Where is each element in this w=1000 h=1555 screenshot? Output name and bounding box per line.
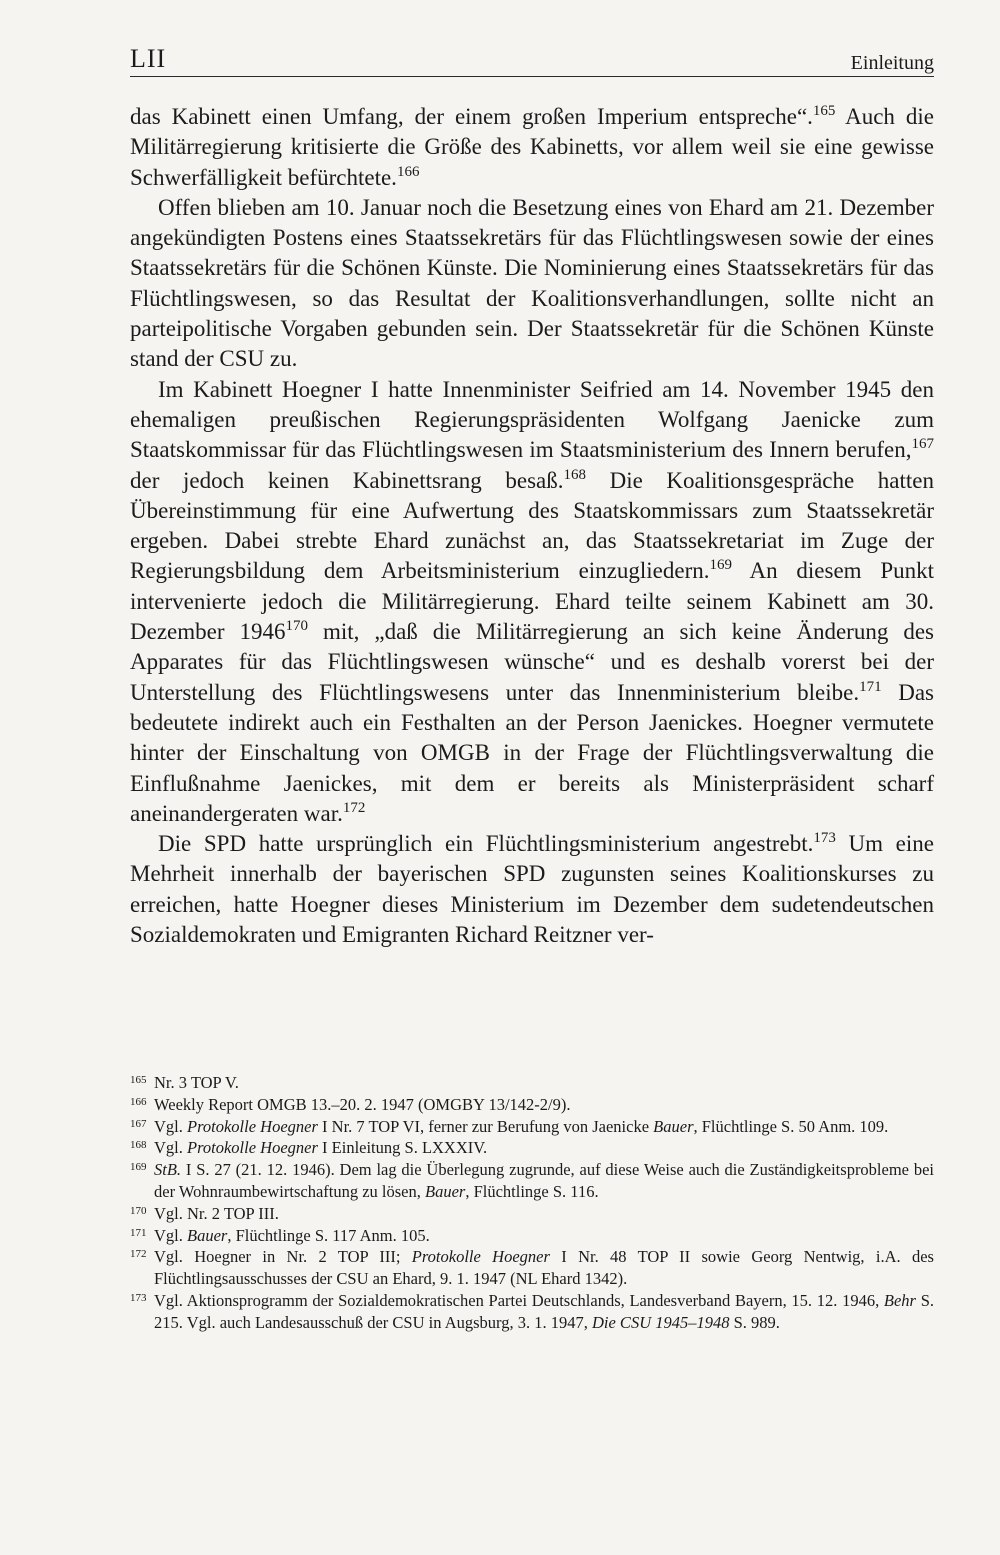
text-run: Auch die Militärregierung kritisierte die Größe des Kabinetts, vor allem weil sie eine gewisse Schwerfälligkeit befürchtete.: [130, 104, 934, 190]
text-run: Vgl.: [154, 1225, 187, 1245]
text-run: Vgl.: [154, 1138, 187, 1158]
page-header: [130, 44, 934, 77]
italic-text: Die CSU 1945–1948: [591, 1312, 730, 1332]
text-run: das Kabinett einen Umfang, der einem großen Imperium entspreche“.: [130, 104, 813, 129]
italic-text: Protokolle Hoegner: [187, 1116, 318, 1136]
text-run: , Flüchtlinge S. 116.: [465, 1181, 599, 1201]
paragraph: [130, 102, 934, 193]
footnote-reference: 173: [813, 830, 836, 847]
text-run: I Einleitung S. LXXXIV.: [317, 1138, 488, 1158]
paragraph: [130, 375, 934, 829]
footnote: 170 Vgl. Nr. 2 TOP III.: [130, 1203, 279, 1223]
text-run: An diesem Punkt intervenierte jedoch die Militärregierung. Ehard teilte seinem Kabinett am 30. Dezember 1946: [130, 558, 935, 645]
text-run: Das bedeutete indirekt auch ein Festhalten an der Person Jaenickes. Hoegner vermutete hinter der Einschaltung von OMGB in der Frage der Flüchtlingsverwaltung die Einflußnahme Jaenickes, mit dem er bereits als Ministerpräsident scharf aneinandergeraten war.: [130, 679, 934, 826]
text-run: , Flüchtlinge S. 50 Anm. 109.: [693, 1116, 889, 1136]
text-run: Vgl.: [154, 1116, 187, 1136]
footnote: 169 StB. I S. 27 (21. 12. 1946). Dem lag die Überlegung zugrunde, auf diese Weise auch die Zuständigkeitsprobleme bei der Wohnraumbewirtschaftung zu lösen, Bauer, Flüchtlinge S. 116.: [130, 1160, 934, 1201]
footnote: 172 Vgl. Hoegner in Nr. 2 TOP III; Protokolle Hoegner I Nr. 48 TOP II sowie Georg Nentwig, i.A. des Flüchtlingsausschusses der CSU an Ehard, 9. 1. 1947 (NL Ehard 1342).: [130, 1247, 934, 1289]
text-run: Im Kabinett Hoegner I hatte Innenminister Seifried am 14. November 1945 den ehemaligen preußischen Regierungspräsidenten Wolfgang Jaenicke zum Staatskommissar für das Flüchtlingswesen im Staatsministerium des Innern berufen,: [130, 376, 934, 463]
text-run: Um eine Mehrheit innerhalb der bayerischen SPD zugunsten seines Koalitionskurses zu erreichen, hatte Hoegner dieses Ministerium im Dezember dem sudetendeutschen Sozialdemokraten und Emigranten Richard Reitzner ver-: [130, 831, 934, 948]
footnote-reference: 167: [911, 436, 934, 453]
text-run: mit, „daß die Militärregierung an sich keine Änderung des Apparates für das Flüchtlingswesen wünsche“ und es deshalb vorerst bei der Unterstellung des Flüchtlingswesens unter das Innenministerium bleibe.: [130, 619, 934, 705]
page-number: LII: [130, 44, 167, 73]
footnote-reference: 165: [812, 103, 836, 119]
footnote-reference: 168: [563, 466, 587, 483]
text-run: S. 989.: [729, 1312, 780, 1332]
footnote: 168 Vgl. Protokolle Hoegner I Einleitung S. LXXXIV.: [130, 1138, 488, 1158]
footnote-reference: 172: [342, 799, 366, 816]
footnote: 165 Nr. 3 TOP V.: [130, 1073, 239, 1092]
italic-text: Bauer: [425, 1181, 466, 1201]
body-text: [130, 102, 934, 950]
footnote-reference: 166: [396, 163, 420, 180]
text-run: Offen blieben am 10. Januar noch die Besetzung eines von Ehard am 21. Dezember angekündigten Postens eines Staatssekretärs für das Flüchtlingswesen sowie der eines Staatssekretärs für die Schönen Künste. Die Nominierung eines Staatssekretärs für das Flüchtlingswesen, so das Resultat der Koalitionsverhandlungen, sollte nicht an parteipolitische Vorgaben gebunden sein. Der Staatssekretär für die Schönen Künste stand der CSU zu.: [130, 194, 934, 372]
italic-text: StB.: [154, 1160, 182, 1180]
italic-text: Bauer: [187, 1225, 228, 1245]
text-run: I Nr. 7 TOP VI, ferner zur Berufung von Jaenicke: [317, 1116, 654, 1136]
italic-text: Protokolle Hoegner: [187, 1138, 318, 1158]
italic-text: Bauer: [653, 1116, 694, 1136]
text-run: Weekly Report OMGB 13.–20. 2. 1947 (OMGBY 13/142-2/9).: [154, 1094, 571, 1114]
paragraph: [130, 829, 934, 950]
text-run: , Flüchtlinge S. 117 Anm. 105.: [227, 1225, 430, 1245]
text-run: I S. 27 (21. 12. 1946). Dem lag die Überlegung zugrunde, auf diese Weise auch die Zuständigkeitsprobleme bei der Wohnraumbewirtschaftung zu lösen,: [154, 1160, 934, 1201]
text-run: Vgl. Hoegner in Nr. 2 TOP III;: [154, 1247, 412, 1267]
footnote: 166 Weekly Report OMGB 13.–20. 2. 1947 (OMGBY 13/142-2/9).: [130, 1094, 571, 1114]
text-run: Vgl. Aktionsprogramm der Sozialdemokratischen Partei Deutschlands, Landesverband Bayern, 15. 12. 1946,: [154, 1290, 884, 1310]
text-run: der jedoch keinen Kabinettsrang besaß.: [130, 467, 564, 493]
text-run: Die SPD hatte ursprünglich ein Flüchtlingsministerium angestrebt.: [158, 831, 814, 857]
text-run: I Nr. 48 TOP II sowie Georg Nentwig, i.A. des Flüchtlingsausschusses der CSU an Ehard, 9. 1. 1947 (NL Ehard 1342).: [154, 1247, 934, 1289]
footnote-reference: 169: [709, 557, 732, 574]
running-head: Einleitung: [850, 52, 934, 74]
footnote: 167 Vgl. Protokolle Hoegner I Nr. 7 TOP VI, ferner zur Berufung von Jaenicke Bauer, Flüchtlinge S. 50 Anm. 109.: [130, 1116, 889, 1136]
text-run: Die Koalitionsgespräche hatten Übereinstimmung für eine Aufwertung des Staatskommissars zum Staatssekretär ergeben. Dabei strebte Ehard zunächst an, das Staatssekretariat im Zuge der Regierungsbildung dem Arbeitsministerium einzugliedern.: [130, 467, 934, 584]
footnote: 173 Vgl. Aktionsprogramm der Sozialdemokratischen Partei Deutschlands, Landesverband Bayern, 15. 12. 1946, Behr S. 215. Vgl. auch Landesausschuß der CSU in Augsburg, 3. 1. 1947, Die CSU 1945–1948 S. 989.: [130, 1290, 934, 1332]
italic-text: Protokolle Hoegner: [411, 1247, 550, 1267]
text-run: Nr. 3 TOP V.: [154, 1073, 239, 1092]
footnote-reference: 170: [285, 618, 308, 635]
footnotes: [130, 1072, 934, 1334]
footnote: 171 Vgl. Bauer, Flüchtlinge S. 117 Anm. 105.: [130, 1225, 430, 1245]
text-run: Vgl. Nr. 2 TOP III.: [154, 1203, 279, 1223]
footnote-reference: 171: [859, 678, 882, 695]
italic-text: Behr: [883, 1290, 916, 1310]
paragraph: [130, 193, 934, 375]
text-run: S. 215. Vgl. auch Landesausschuß der CSU in Augsburg, 3. 1. 1947,: [154, 1290, 934, 1332]
